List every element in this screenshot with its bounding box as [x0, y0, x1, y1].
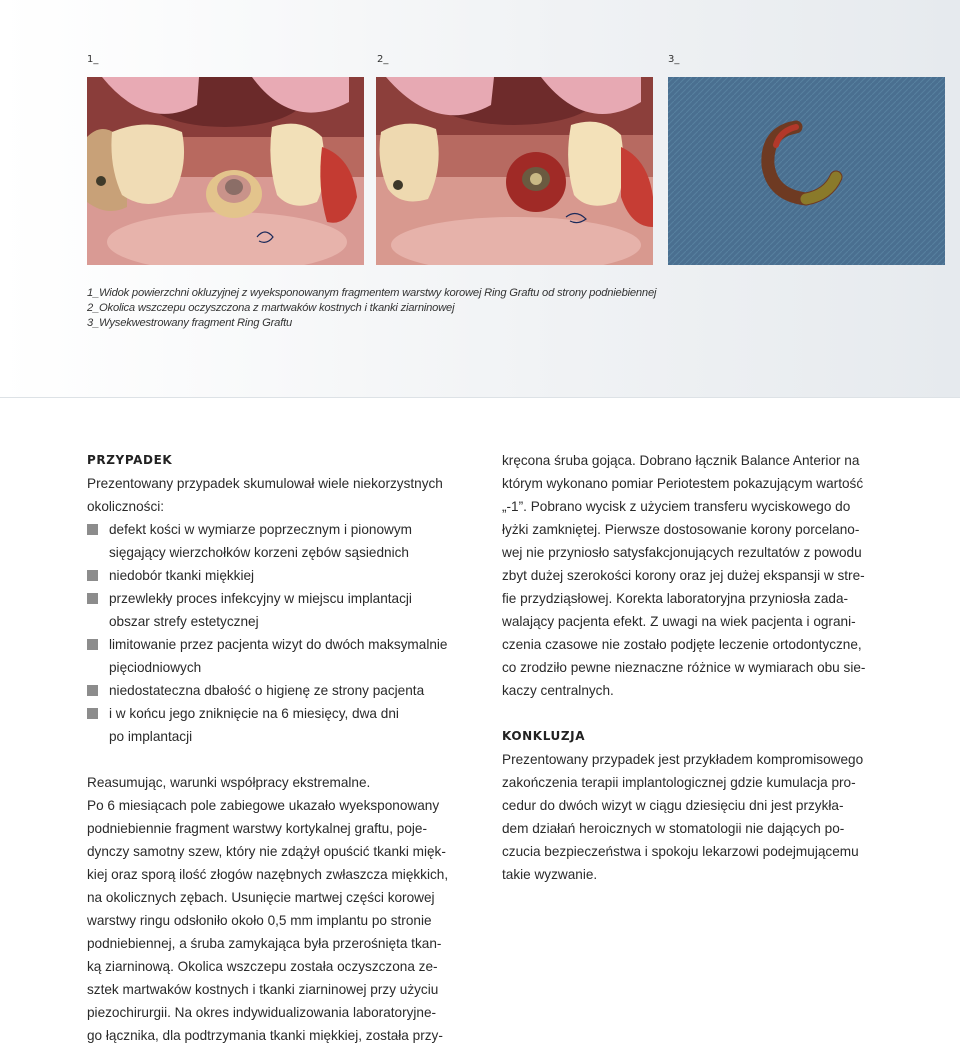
- bullet-text: przewlekły proces infekcyjny w miejscu implantacji: [109, 591, 412, 606]
- body-line: ką ziarninową. Okolica wszczepu została oczyszczona ze-: [87, 959, 438, 974]
- bullet-text: limitowanie przez pacjenta wizyt do dwóch maksymalnie: [109, 637, 448, 652]
- conclusion-line: Prezentowany przypadek jest przykładem kompromisowego: [502, 752, 864, 767]
- bullet-item: [87, 702, 480, 748]
- body-line: piezochirurgii. Na okres indywidualizowania laboratoryjne-: [87, 1005, 437, 1020]
- body-line: czenia czasowe nie zostało podjęte leczenie ortodontyczne,: [502, 637, 862, 652]
- bullet-square-icon: [87, 570, 98, 581]
- body-line: sztek martwaków kostnych i tkanki ziarninowej przy użyciu: [87, 982, 439, 997]
- bullet-text: defekt kości w wymiarze poprzecznym i pionowym: [109, 522, 412, 537]
- bullet-text: sięgający wierzchołków korzeni zębów sąsiednich: [109, 545, 409, 560]
- body-line: wej nie przyniosło satysfakcjonujących rezultatów z powodu: [502, 545, 862, 560]
- body-line: na okolicznych zębach. Usunięcie martwej części korowej: [87, 890, 435, 905]
- bullet-text: niedobór tkanki miękkiej: [109, 568, 255, 583]
- intro-line: Prezentowany przypadek skumulował wiele niekorzystnych: [87, 476, 443, 491]
- bullet-item: [87, 564, 480, 587]
- body-line: co zrodziło pewne nieznaczne różnice w wymiarach obu sie-: [502, 660, 866, 675]
- bullet-square-icon: [87, 593, 98, 604]
- figure-number-3: 3_: [668, 54, 680, 65]
- body-line: Reasumując, warunki współpracy ekstremalne.: [87, 775, 371, 790]
- bullet-text: obszar strefy estetycznej: [109, 614, 259, 629]
- body-line: „-1”. Pobrano wycisk z użyciem transferu wyciskowego do: [502, 499, 851, 514]
- figure-number-1: 1_: [87, 54, 99, 65]
- body-line: fie przydziąsłowej. Korekta laboratoryjna przyniosła zada-: [502, 591, 849, 606]
- figure-photo-3: [668, 77, 945, 265]
- body-line: podniebiennej, a śruba zamykająca była przerośnięta tkan-: [87, 936, 442, 951]
- body-line: kręcona śruba gojąca. Dobrano łącznik Balance Anterior na: [502, 453, 860, 468]
- paragraph-gap: [87, 748, 480, 771]
- bullet-text: niedostateczna dbałość o higienę ze strony pacjenta: [109, 683, 425, 698]
- body-line: Po 6 miesiącach pole zabiegowe ukazało wyeksponowany: [87, 798, 440, 813]
- body-line: którym wykonano pomiar Periotestem pokazującym wartość: [502, 476, 864, 491]
- bullet-text: i w końcu jego zniknięcie na 6 miesięcy, dwa dni: [109, 706, 399, 721]
- figure-number-2: 2_: [377, 54, 389, 65]
- bullet-square-icon: [87, 708, 98, 719]
- body-line: walający pacjenta efekt. Z uwagi na wiek pacjenta i ograni-: [502, 614, 856, 629]
- bullet-item: [87, 679, 480, 702]
- case-heading: PRZYPADEK: [87, 453, 173, 467]
- bullet-item: [87, 518, 480, 564]
- figure-photo-1: [87, 77, 364, 265]
- figure-caption-2: 2_Okolica wszczepu oczyszczona z martwaków kostnych i tkanki ziarninowej: [87, 302, 455, 314]
- figure-photo-2: [376, 77, 653, 265]
- intro-line: okoliczności:: [87, 499, 165, 514]
- figure-caption-3: 3_Wysekwestrowany fragment Ring Graftu: [87, 317, 293, 329]
- paragraph-gap: [502, 702, 902, 725]
- bullet-square-icon: [87, 685, 98, 696]
- figure-caption-1: 1_Widok powierzchni okluzyjnej z wyeksponowanym fragmentem warstwy korowej Ring Graftu od strony podniebiennej: [87, 287, 657, 299]
- bullet-item: [87, 633, 480, 679]
- bullet-square-icon: [87, 524, 98, 535]
- bullet-item: [87, 587, 480, 633]
- right-column: [502, 449, 902, 886]
- body-line: warstwy ringu odsłoniło około 0,5 mm implantu po stronie: [87, 913, 432, 928]
- body-line: go łącznika, dla podtrzymania tkanki miękkiej, została przy-: [87, 1028, 443, 1043]
- conclusion-line: czucia bezpieczeństwa i spokoju lekarzowi podejmującemu: [502, 844, 859, 859]
- bullet-text: pięciodniowych: [109, 660, 202, 675]
- conclusion-line: takie wyzwanie.: [502, 867, 598, 882]
- bullet-text: po implantacji: [109, 729, 193, 744]
- body-line: kaczy centralnych.: [502, 683, 614, 698]
- figure-captions: [87, 286, 787, 331]
- conclusion-line: dem działań heroicznych w stomatologii nie dających po-: [502, 821, 845, 836]
- body-line: łyżki zamkniętej. Pierwsze dostosowanie korony porcelano-: [502, 522, 860, 537]
- conclusion-line: cedur do dwóch wizyt w ciągu dziesięciu dni jest przykła-: [502, 798, 844, 813]
- bullet-square-icon: [87, 639, 98, 650]
- conclusion-line: zakończenia terapii implantologicznej gdzie kumulacja pro-: [502, 775, 856, 790]
- body-line: podniebiennie fragment warstwy kortykalnej graftu, poje-: [87, 821, 428, 836]
- conclusion-heading: KONKLUZJA: [502, 729, 586, 743]
- body-line: zbyt dużej szerokości korony oraz jej dużej ekspansji w stre-: [502, 568, 865, 583]
- body-line: kiej oraz sporą ilość złogów nazębnych zwłaszcza miękkich,: [87, 867, 449, 882]
- left-column: [87, 449, 480, 1047]
- body-line: dynczy samotny szew, który nie zdążył opuścić tkanki mięk-: [87, 844, 446, 859]
